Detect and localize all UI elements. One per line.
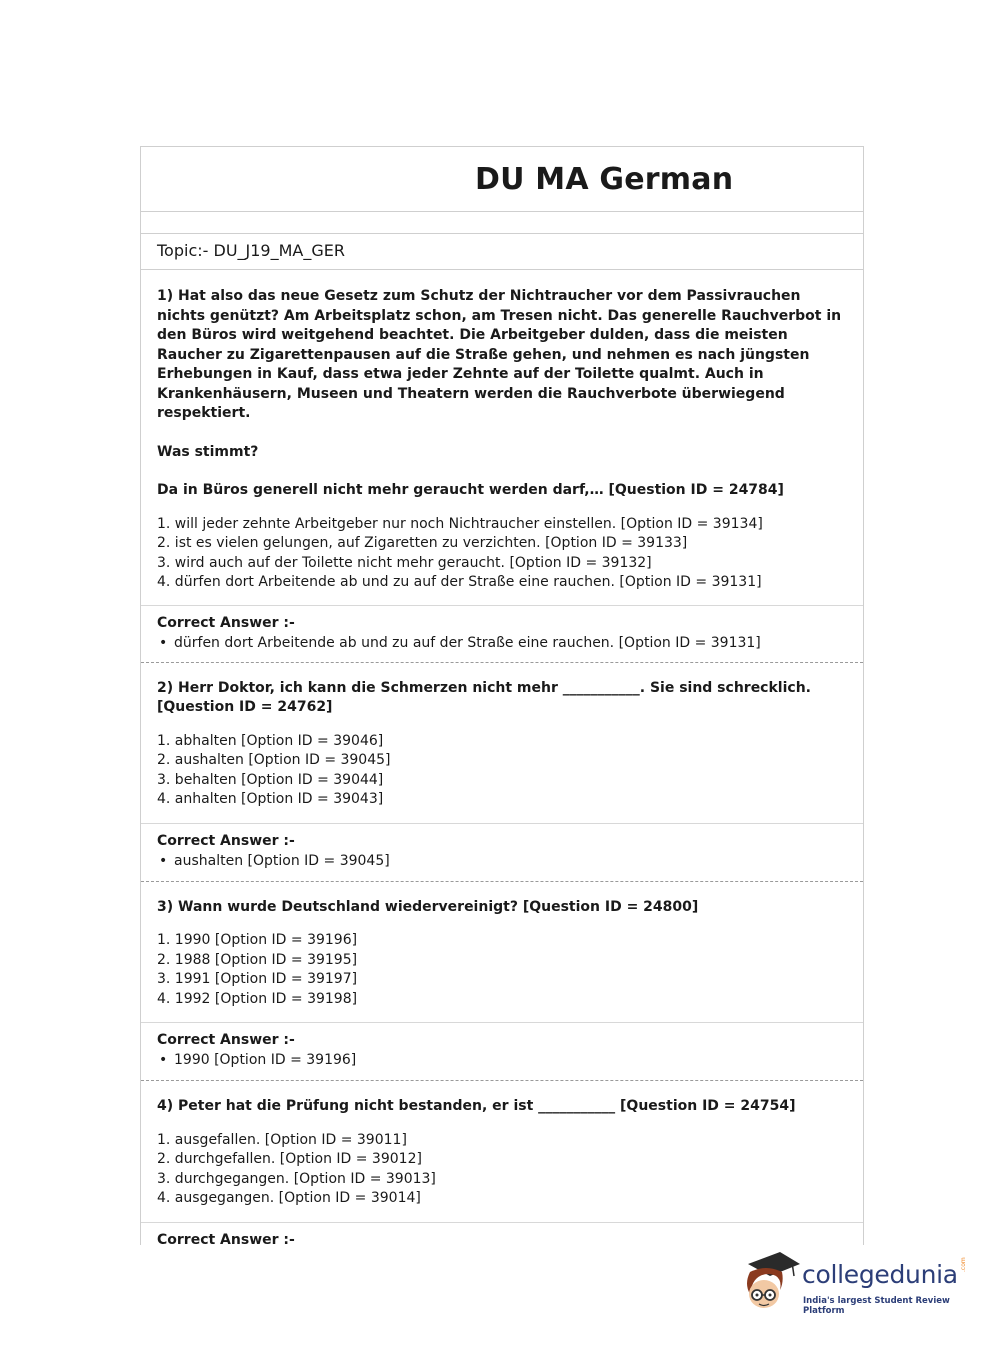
- question-2: [141, 663, 863, 823]
- answer-text: 1990 [Option ID = 39196]: [174, 1052, 357, 1068]
- question-1: [141, 270, 863, 605]
- option: 4. dürfen dort Arbeitende ab und zu auf der Straße eine rauchen. [Option ID = 39131]: [157, 574, 762, 590]
- question-1-options: [157, 515, 847, 605]
- answer-label: Correct Answer :-: [157, 614, 295, 631]
- answer-value: [157, 633, 847, 653]
- question-1-stem: Da in Büros generell nicht mehr geraucht werden darf,… [Question ID = 24784]: [157, 482, 784, 498]
- bullet: •: [159, 852, 168, 869]
- bullet: •: [159, 1052, 168, 1068]
- question-1-prompt: Was stimmt?: [157, 443, 259, 460]
- answer-value: [157, 851, 847, 871]
- answer-3: [141, 1022, 863, 1080]
- option: 4. anhalten [Option ID = 39043]: [157, 791, 384, 807]
- option: 4. ausgegangen. [Option ID = 39014]: [157, 1190, 421, 1206]
- question-paper: [140, 146, 864, 1245]
- question-3-options: [157, 931, 847, 1022]
- option: 3. durchgegangen. [Option ID = 39013]: [157, 1170, 436, 1187]
- bullet: •: [159, 634, 168, 651]
- answer-1: [141, 605, 863, 662]
- option: 3. behalten [Option ID = 39044]: [157, 771, 384, 788]
- brand-tagline: India's largest Student Review Platform: [803, 1296, 950, 1316]
- answer-label: Correct Answer :-: [157, 832, 295, 849]
- option: 1. ausgefallen. [Option ID = 39011]: [157, 1131, 407, 1148]
- question-3: [141, 882, 863, 1023]
- option: 3. 1991 [Option ID = 39197]: [157, 971, 358, 987]
- brand-logo: [740, 1248, 970, 1318]
- question-2-text: 2) Herr Doktor, ich kann die Schmerzen nicht mehr ___________. Sie sind schrecklich. [Question ID = 24762]: [157, 679, 811, 715]
- answer-label: Correct Answer :-: [157, 1032, 295, 1048]
- question-4-text: 4) Peter hat die Prüfung nicht bestanden, er ist ___________ [Question ID = 24754]: [157, 1098, 796, 1114]
- answer-4: [141, 1222, 863, 1246]
- topic-label: Topic:- DU_J19_MA_GER: [141, 234, 863, 270]
- option: 3. wird auch auf der Toilette nicht mehr geraucht. [Option ID = 39132]: [157, 554, 652, 571]
- question-4: [141, 1081, 863, 1222]
- mascot-icon: [740, 1250, 802, 1312]
- option: 2. durchgefallen. [Option ID = 39012]: [157, 1151, 422, 1167]
- answer-text: dürfen dort Arbeitende ab und zu auf der Straße eine rauchen. [Option ID = 39131]: [174, 634, 761, 651]
- answer-value: [157, 1050, 847, 1070]
- question-3-text: 3) Wann wurde Deutschland wiedervereinigt? [Question ID = 24800]: [157, 898, 699, 915]
- question-1-passage: 1) Hat also das neue Gesetz zum Schutz der Nichtraucher vor dem Passivrauchen nichts genützt? Am Arbeitsplatz schon, am Tresen nicht. Das generelle Rauchverbot in den Büros wird weitgehend beachtet. Die Arbeitgeber dulden, dass die meisten Raucher zu Zigarettenpausen auf die Straße gehen, und nehmen es nach jüngsten Erhebungen in Kauf, dass etwa jeder Zehnte auf der Toilette qualmt. Auch in Krankenhäusern, Museen und Theatern werden die Rauchverbote überwiegend respektiert.: [157, 288, 842, 421]
- brand-suffix: .com: [960, 1257, 967, 1272]
- answer-label: Correct Answer :-: [157, 1231, 295, 1245]
- page-title: DU MA German: [475, 162, 734, 197]
- option: 1. 1990 [Option ID = 39196]: [157, 932, 358, 948]
- option: 1. abhalten [Option ID = 39046]: [157, 732, 384, 749]
- option: 2. ist es vielen gelungen, auf Zigaretten zu verzichten. [Option ID = 39133]: [157, 535, 688, 551]
- option: 4. 1992 [Option ID = 39198]: [157, 990, 358, 1007]
- spacer-row: [141, 212, 863, 234]
- question-4-options: [157, 1131, 847, 1222]
- title-row: [141, 147, 863, 212]
- answer-2: [141, 823, 863, 881]
- option: 1. will jeder zehnte Arbeitgeber nur noch Nichtraucher einstellen. [Option ID = 39134]: [157, 515, 763, 532]
- option: 2. aushalten [Option ID = 39045]: [157, 752, 391, 768]
- question-2-options: [157, 732, 847, 823]
- brand-name: collegedunia: [802, 1260, 958, 1289]
- option: 2. 1988 [Option ID = 39195]: [157, 951, 358, 968]
- answer-text: aushalten [Option ID = 39045]: [174, 852, 390, 869]
